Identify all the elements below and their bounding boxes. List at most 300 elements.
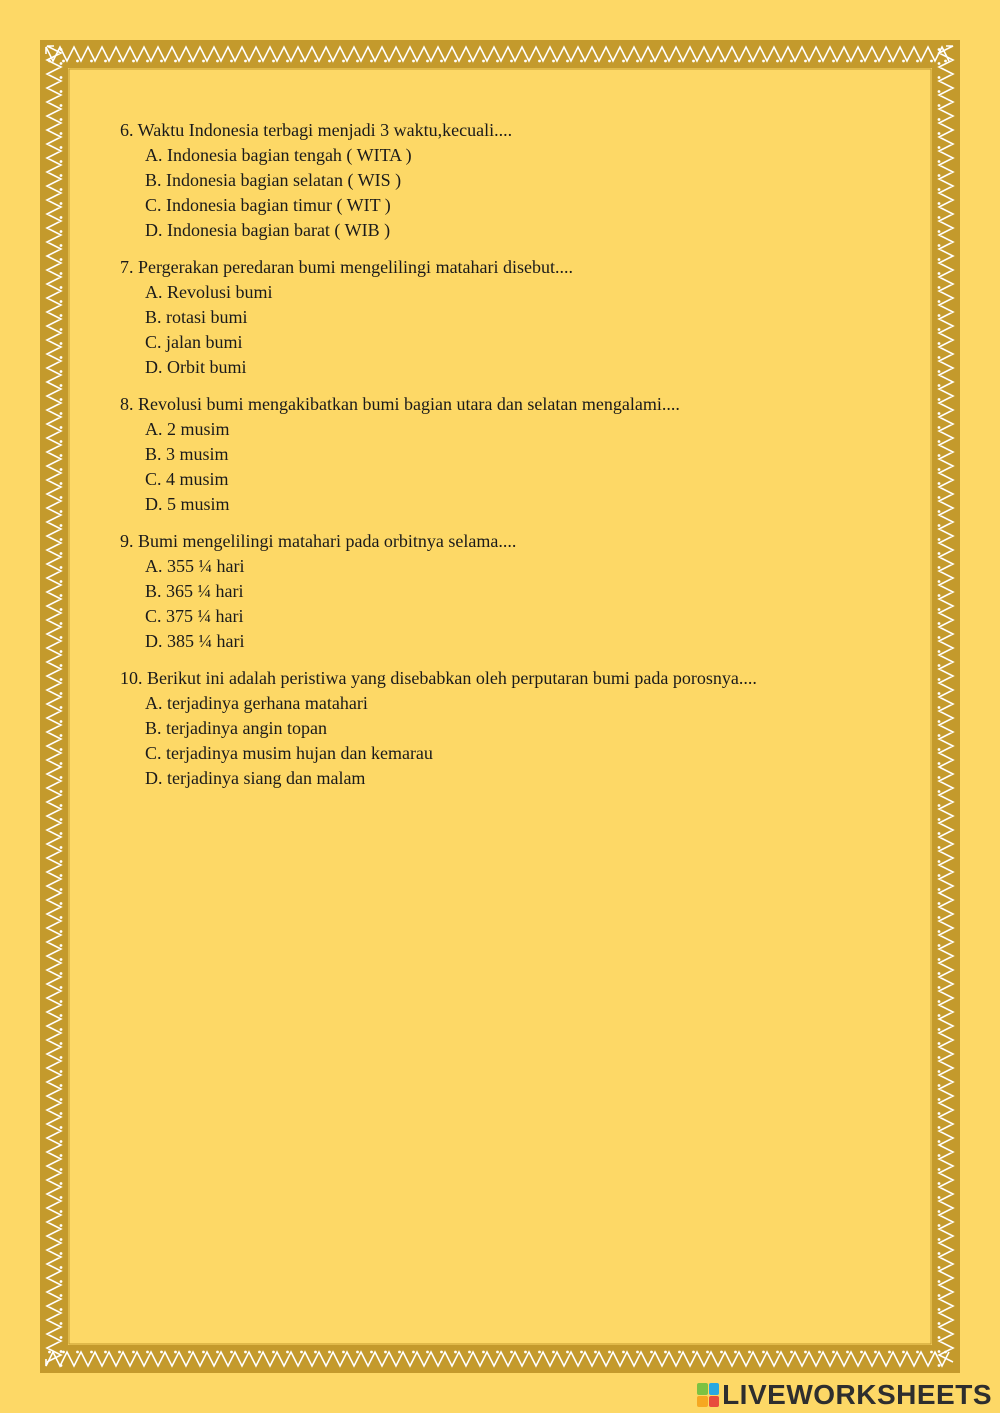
question-text: 6. Waktu Indonesia terbagi menjadi 3 waktu,kecuali.... [120,120,513,140]
option-a: A. Revolusi bumi [145,282,273,302]
border-dot [692,1351,695,1354]
option-c: C. jalan bumi [145,332,243,352]
border-dot [938,496,941,499]
border-dot [90,60,93,63]
border-dot [60,1028,63,1031]
question-10 [120,666,900,791]
border-dot [60,1042,63,1045]
border-dot [314,60,317,63]
border-dot [60,1196,63,1199]
liveworksheets-logo-icon [697,1383,719,1407]
border-dot [202,1351,205,1354]
border-dot [938,762,941,765]
border-dot [60,202,63,205]
border-dot [938,384,941,387]
border-dot [938,146,941,149]
border-dot [938,1168,941,1171]
border-dot [60,972,63,975]
border-dot [60,272,63,275]
border-dot [938,286,941,289]
border-dot [938,692,941,695]
border-dot [938,832,941,835]
border-dot [832,60,835,63]
border-dot [938,944,941,947]
border-dot [60,412,63,415]
border-dot [938,426,941,429]
border-dot [174,1351,177,1354]
border-dot [938,370,941,373]
border-dot [272,1351,275,1354]
border-dot [938,244,941,247]
border-dot [60,1266,63,1269]
option-a: A. 2 musim [145,419,230,439]
border-dot [938,1098,941,1101]
border-dot [60,1056,63,1059]
border-dot [938,538,941,541]
border-dot [938,1042,941,1045]
border-dot [384,1351,387,1354]
border-dot [60,650,63,653]
border-dot [938,706,941,709]
border-dot [720,60,723,63]
border-dot [60,1126,63,1129]
border-dot [60,384,63,387]
worksheet-content [120,118,900,803]
border-dot [60,118,63,121]
option-d: D. Indonesia bagian barat ( WIB ) [145,220,391,240]
option-d: D. 5 musim [145,494,230,514]
border-dot [938,342,941,345]
border-dot [938,454,941,457]
border-dot [938,1028,941,1031]
option-c: C. terjadinya musim hujan dan kemarau [145,743,433,763]
border-dot [938,398,941,401]
border-dot [146,1351,149,1354]
border-dot [902,1351,905,1354]
border-dot [762,60,765,63]
border-dot [384,60,387,63]
border-dot [938,202,941,205]
option-a: A. terjadinya gerhana matahari [145,693,368,713]
border-dot [60,258,63,261]
border-dot [938,1238,941,1241]
border-dot [916,1351,919,1354]
border-dot [286,1351,289,1354]
border-dot [60,496,63,499]
border-dot [60,986,63,989]
border-dot [938,524,941,527]
border-dot [944,60,947,63]
border-dot [60,1364,63,1367]
border-dot [938,188,941,191]
border-dot [230,1351,233,1354]
border-dot [938,1350,941,1353]
border-dot [60,1280,63,1283]
border-dot [938,1336,941,1339]
border-dot [938,1196,941,1199]
border-dot [60,1182,63,1185]
border-dot [300,1351,303,1354]
option-b: B. 365 ¼ hari [145,581,244,601]
option-list [120,691,900,791]
border-dot [60,132,63,135]
border-dot [398,1351,401,1354]
border-dot [60,104,63,107]
border-dot [938,1126,941,1129]
border-dot [132,1351,135,1354]
border-dot [748,1351,751,1354]
border-dot [664,60,667,63]
border-dot [706,1351,709,1354]
option-d: D. 385 ¼ hari [145,631,245,651]
border-dot [412,60,415,63]
question-text: 7. Pergerakan peredaran bumi mengelilingi matahari disebut.... [120,257,574,277]
border-top [40,40,960,68]
border-dot [888,60,891,63]
question-8 [120,392,900,517]
border-dot [938,482,941,485]
border-dot [938,734,941,737]
border-dot [216,60,219,63]
border-dot [60,426,63,429]
border-dot [888,1351,891,1354]
border-dot [60,524,63,527]
border-dot [938,314,941,317]
border-dot [552,60,555,63]
border-dot [60,636,63,639]
border-dot [300,60,303,63]
option-b: B. 3 musim [145,444,229,464]
border-dot [938,272,941,275]
option-list [120,554,900,654]
border-dot [496,60,499,63]
border-dot [60,818,63,821]
border-dot [60,1252,63,1255]
border-dot [60,216,63,219]
border-dot [426,60,429,63]
border-dot [60,860,63,863]
border-dot [60,706,63,709]
border-dot [90,1351,93,1354]
border-dot [60,748,63,751]
option-b: B. terjadinya angin topan [145,718,327,738]
border-dot [202,60,205,63]
border-dot [60,580,63,583]
border-dot [440,1351,443,1354]
border-dot [552,1351,555,1354]
border-dot [938,552,941,555]
border-dot [776,1351,779,1354]
border-dot [938,748,941,751]
border-dot [938,1056,941,1059]
border-dot [938,258,941,261]
border-dot [874,60,877,63]
border-dot [60,1350,63,1353]
border-dot [482,1351,485,1354]
option-c: C. 4 musim [145,469,229,489]
border-dot [916,60,919,63]
border-dot [160,1351,163,1354]
border-dot [60,328,63,331]
border-dot [938,790,941,793]
border-dot [216,1351,219,1354]
border-dot [938,622,941,625]
border-dot [60,538,63,541]
border-dot [636,1351,639,1354]
border-dot [938,580,941,583]
border-dot [938,356,941,359]
border-dot [60,916,63,919]
border-dot [938,1294,941,1297]
border-dot [804,1351,807,1354]
border-dot [60,160,63,163]
border-dot [60,874,63,877]
border-dot [328,1351,331,1354]
border-dot [454,60,457,63]
border-dot [60,300,63,303]
border-dot [60,1154,63,1157]
border-dot [762,1351,765,1354]
border-dot [60,244,63,247]
border-dot [608,1351,611,1354]
border-dot [174,60,177,63]
border-dot [60,468,63,471]
border-dot [938,930,941,933]
border-dot [938,678,941,681]
border-dot [314,1351,317,1354]
border-dot [60,1168,63,1171]
border-dot [938,1224,941,1227]
border-dot [510,60,513,63]
border-dot [60,1070,63,1073]
liveworksheets-logo[interactable] [697,1379,992,1411]
border-dot [62,1351,65,1354]
border-dot [60,398,63,401]
border-dot [938,594,941,597]
question-text: 10. Berikut ini adalah peristiwa yang disebabkan oleh perputaran bumi pada porosnya.... [120,668,757,688]
border-dot [60,370,63,373]
border-dot [818,1351,821,1354]
border-dot [860,60,863,63]
border-dot [938,160,941,163]
border-dot [832,1351,835,1354]
border-dot [146,60,149,63]
border-dot [356,1351,359,1354]
border-dot [938,664,941,667]
border-dot [938,608,941,611]
border-dot [938,846,941,849]
option-b: B. rotasi bumi [145,307,248,327]
border-dot [104,1351,107,1354]
border-dot [60,342,63,345]
border-dot [938,62,941,65]
border-dot [60,1336,63,1339]
question-7 [120,255,900,380]
border-dot [60,1098,63,1101]
border-dot [938,636,941,639]
border-dot [60,720,63,723]
border-dot [938,1182,941,1185]
logo-text: LIVEWORKSHEETS [722,1379,992,1410]
border-dot [60,454,63,457]
border-dot [594,1351,597,1354]
border-dot [60,146,63,149]
border-dot [938,104,941,107]
border-dot [622,1351,625,1354]
border-dot [650,1351,653,1354]
border-dot [160,60,163,63]
border-dot [566,1351,569,1354]
border-dot [622,60,625,63]
border-dot [938,916,941,919]
border-dot [60,356,63,359]
border-dot [188,1351,191,1354]
border-dot [60,1210,63,1213]
border-dot [60,510,63,513]
border-dot [370,1351,373,1354]
border-dot [938,1084,941,1087]
border-dot [258,1351,261,1354]
option-b: B. Indonesia bagian selatan ( WIS ) [145,170,402,190]
border-dot [938,1070,941,1073]
border-dot [60,1294,63,1297]
border-dot [468,60,471,63]
option-a: A. 355 ¼ hari [145,556,245,576]
border-dot [790,1351,793,1354]
border-dot [734,60,737,63]
border-dot [874,1351,877,1354]
border-dot [938,902,941,905]
border-dot [846,1351,849,1354]
border-dot [938,1154,941,1157]
border-dot [60,790,63,793]
border-dot [938,230,941,233]
border-dot [938,132,941,135]
border-dot [244,1351,247,1354]
border-dot [76,1351,79,1354]
border-dot [776,60,779,63]
border-dot [938,888,941,891]
border-dot [580,1351,583,1354]
border-dot [938,216,941,219]
border-dot [60,664,63,667]
border-dot [60,566,63,569]
option-d: D. terjadinya siang dan malam [145,768,366,788]
border-dot [938,720,941,723]
option-a: A. Indonesia bagian tengah ( WITA ) [145,145,412,165]
border-dot [356,60,359,63]
border-dot [60,286,63,289]
option-c: C. 375 ¼ hari [145,606,244,626]
border-dot [188,60,191,63]
border-dot [60,734,63,737]
border-dot [678,60,681,63]
border-dot [524,60,527,63]
border-dot [938,468,941,471]
border-dot [938,1000,941,1003]
border-dot [692,60,695,63]
border-dot [60,832,63,835]
border-dot [48,1351,51,1354]
border-dot [398,60,401,63]
border-dot [60,552,63,555]
border-dot [60,1308,63,1311]
border-dot [902,60,905,63]
question-9 [120,529,900,654]
border-dot [132,60,135,63]
border-dot [938,1280,941,1283]
border-dot [60,958,63,961]
border-dot [938,76,941,79]
border-dot [860,1351,863,1354]
border-dot [938,818,941,821]
border-dot [60,482,63,485]
border-dot [938,1112,941,1115]
border-dot [60,776,63,779]
border-dot [938,1252,941,1255]
border-dot [468,1351,471,1354]
border-bottom [40,1345,960,1373]
border-dot [938,328,941,331]
border-dot [60,678,63,681]
border-dot [118,60,121,63]
border-dot [818,60,821,63]
border-dot [938,1210,941,1213]
border-dot [650,60,653,63]
border-dot [938,412,941,415]
border-dot [938,1308,941,1311]
border-dot [60,76,63,79]
border-dot [454,1351,457,1354]
option-list [120,417,900,517]
border-dot [60,944,63,947]
border-dot [938,972,941,975]
border-dot [938,1140,941,1143]
option-d: D. Orbit bumi [145,357,247,377]
border-dot [60,62,63,65]
border-dot [60,90,63,93]
border-dot [60,440,63,443]
border-dot [76,60,79,63]
border-dot [938,510,941,513]
border-dot [938,300,941,303]
border-dot [938,1364,941,1367]
border-dot [608,60,611,63]
border-dot [510,1351,513,1354]
border-dot [938,958,941,961]
border-dot [60,1112,63,1115]
border-dot [804,60,807,63]
border-dot [678,1351,681,1354]
border-dot [706,60,709,63]
border-dot [938,90,941,93]
border-dot [440,60,443,63]
border-dot [60,608,63,611]
border-dot [938,1322,941,1325]
border-dot [938,174,941,177]
border-dot [286,60,289,63]
border-dot [938,440,941,443]
border-dot [60,1014,63,1017]
border-dot [790,60,793,63]
border-dot [636,60,639,63]
border-dot [230,60,233,63]
border-dot [244,60,247,63]
border-dot [60,692,63,695]
option-list [120,280,900,380]
border-dot [118,1351,121,1354]
border-dot [60,846,63,849]
